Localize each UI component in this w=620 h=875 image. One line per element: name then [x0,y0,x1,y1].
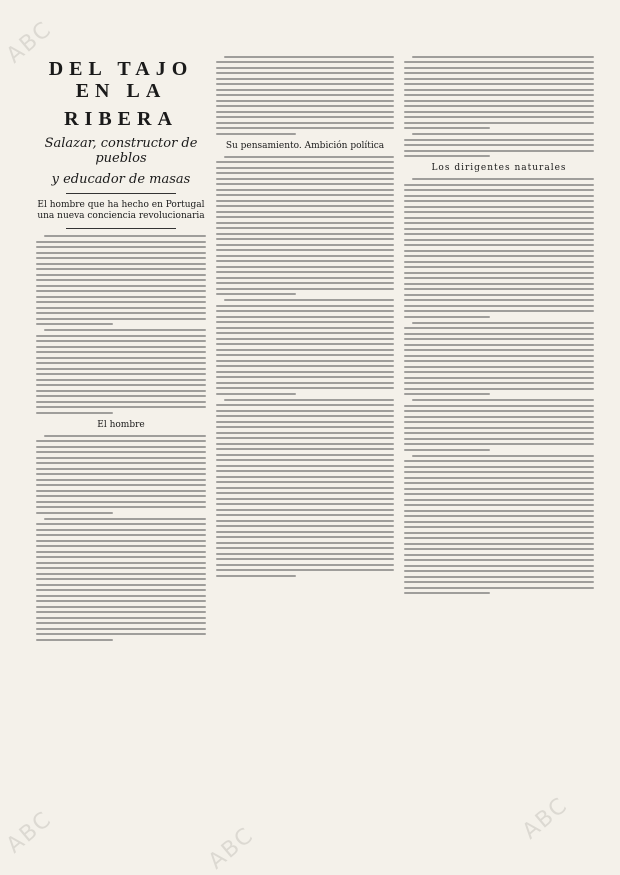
text-line [224,56,394,58]
text-line [412,178,594,180]
text-line [216,547,394,549]
text-line [404,211,594,213]
text-line [36,362,206,364]
text-line [36,595,206,597]
text-line [36,252,206,254]
text-line [404,255,594,257]
text-line [36,446,206,448]
text-line [36,600,206,602]
watermark: ABC [517,792,574,845]
text-line [404,371,594,373]
text-line [216,83,394,85]
text-line [36,611,206,613]
section-heading: El hombre [97,419,145,430]
text-line [404,299,594,301]
text-line [36,368,206,370]
text-line [216,161,394,163]
section-heading: Los dirigentes naturales [431,163,567,173]
text-line [216,277,394,279]
text-line [404,543,594,545]
text-line [216,183,394,185]
text-line [216,316,394,318]
text-line [404,488,594,490]
text-line [404,139,594,141]
text-line [404,67,594,69]
text-line [216,271,394,273]
body-paragraph [216,156,394,296]
text-line [216,382,394,384]
text-line [36,523,206,525]
text-line [216,94,394,96]
text-line [216,448,394,450]
text-line [404,305,594,307]
text-line [36,401,206,403]
text-line [36,484,206,486]
body-paragraph [36,329,206,414]
text-line [36,490,206,492]
text-line [216,172,394,174]
text-line [404,592,490,594]
text-line [36,573,206,575]
text-line [404,421,594,423]
text-line [36,318,206,320]
text-line [216,78,394,80]
text-line [36,567,206,569]
text-line [36,556,206,558]
text-line [404,78,594,80]
text-line [36,468,206,470]
text-line [216,443,394,445]
body-paragraph [216,299,394,395]
text-line [216,89,394,91]
text-line [404,94,594,96]
text-line [404,427,594,429]
text-line [404,189,594,191]
text-line [404,393,490,395]
body-paragraph [216,56,394,135]
text-line [404,587,594,589]
text-line [36,268,206,270]
text-line [216,553,394,555]
watermark: ABC [203,822,260,875]
text-line [404,127,490,129]
text-line [36,534,206,536]
text-line [36,390,206,392]
text-line [36,346,206,348]
article-lead: El hombre que ha hecho en Portugal una nueva conciencia revolucionaria [37,200,205,221]
text-line [216,376,394,378]
column-2 [216,52,394,581]
body-paragraph [36,518,206,641]
text-line [36,296,206,298]
text-line [36,406,206,408]
divider [66,193,176,194]
text-line [404,272,594,274]
article-title-line2: RIBERA [64,108,178,130]
text-line [404,493,594,495]
text-line [404,327,594,329]
text-line [36,412,113,414]
text-line [404,416,594,418]
text-line [216,61,394,63]
watermark: ABC [1,806,58,859]
text-line [216,542,394,544]
text-line [216,459,394,461]
body-paragraph [404,133,594,157]
text-line [36,529,206,531]
text-line [36,290,206,292]
text-line [404,565,594,567]
text-line [216,222,394,224]
text-line [404,228,594,230]
text-line [36,335,206,337]
text-line [216,575,296,577]
text-line [44,329,206,331]
text-line [36,279,206,281]
text-line [216,476,394,478]
text-line [44,435,206,437]
text-line [404,443,594,445]
text-line [36,379,206,381]
text-line [412,399,594,401]
text-line [216,404,394,406]
text-line [216,525,394,527]
body-paragraph [404,455,594,595]
text-line [216,133,296,135]
text-line [216,249,394,251]
text-line [36,584,206,586]
text-line [216,371,394,373]
column-1 [36,52,206,645]
text-line [404,83,594,85]
text-line [36,628,206,630]
text-line [36,451,206,453]
text-line [216,305,394,307]
text-line [216,393,296,395]
text-line [216,492,394,494]
text-line [216,244,394,246]
text-line [44,518,206,520]
text-line [404,471,594,473]
text-line [216,100,394,102]
text-line [404,144,594,146]
text-line [36,301,206,303]
text-line [412,56,594,58]
text-line [36,241,206,243]
text-line [216,211,394,213]
text-line [404,261,594,263]
text-line [404,61,594,63]
text-line [404,382,594,384]
text-line [216,338,394,340]
text-line [36,395,206,397]
divider [66,228,176,229]
text-line [216,238,394,240]
text-line [412,133,594,135]
text-line [216,454,394,456]
text-line [404,333,594,335]
text-line [404,366,594,368]
text-line [36,274,206,276]
text-line [36,462,206,464]
text-line [404,360,594,362]
text-line [404,217,594,219]
text-line [216,288,394,290]
text-line [404,449,490,451]
text-line [36,501,206,503]
text-line [216,310,394,312]
text-line [36,495,206,497]
text-line [404,570,594,572]
text-line [404,559,594,561]
text-line [404,581,594,583]
text-line [216,410,394,412]
text-line [216,481,394,483]
text-line [412,455,594,457]
text-line [36,562,206,564]
text-line [404,150,594,152]
text-line [216,255,394,257]
text-line [216,387,394,389]
text-line [404,89,594,91]
text-line [36,457,206,459]
text-line [36,479,206,481]
text-line [36,506,206,508]
text-line [216,327,394,329]
text-line [216,520,394,522]
text-line [404,526,594,528]
column-3 [404,52,594,598]
text-line [44,235,206,237]
text-line [36,545,206,547]
body-paragraph [404,178,594,318]
text-line [36,384,206,386]
text-line [216,194,394,196]
article-subtitle-line2: y educador de masas [51,172,191,187]
text-line [404,283,594,285]
text-line [216,536,394,538]
text-line [36,357,206,359]
text-line [216,421,394,423]
text-line [404,316,490,318]
text-line [404,310,594,312]
text-line [216,349,394,351]
text-line [404,250,594,252]
text-line [404,72,594,74]
text-line [36,351,206,353]
text-line [216,569,394,571]
text-line [404,410,594,412]
text-line [404,100,594,102]
body-paragraph [404,322,594,396]
text-line [36,512,113,514]
text-line [36,312,206,314]
text-line [404,233,594,235]
text-line [36,589,206,591]
body-paragraph [36,435,206,514]
text-line [404,355,594,357]
text-line [216,167,394,169]
text-line [36,617,206,619]
text-line [216,365,394,367]
text-line [412,322,594,324]
article-subtitle-line1: Salazar, constructor de pueblos [44,136,198,166]
text-line [404,510,594,512]
text-line [404,105,594,107]
text-line [216,72,394,74]
text-line [224,156,394,158]
text-line [216,343,394,345]
text-line [36,307,206,309]
body-paragraph [36,235,206,325]
text-line [36,639,113,641]
text-line [224,299,394,301]
body-paragraph [404,56,594,130]
text-line [404,482,594,484]
text-line [36,633,206,635]
text-line [216,67,394,69]
text-line [216,293,296,295]
text-line [404,532,594,534]
text-line [404,206,594,208]
text-line [216,360,394,362]
text-line [404,294,594,296]
text-line [216,321,394,323]
text-line [216,415,394,417]
text-line [404,222,594,224]
text-line [404,288,594,290]
text-line [404,244,594,246]
text-line [216,122,394,124]
text-line [216,465,394,467]
text-line [404,200,594,202]
text-line [216,282,394,284]
text-line [216,216,394,218]
text-line [404,548,594,550]
text-line [216,514,394,516]
text-line [216,266,394,268]
body-paragraph [404,399,594,451]
text-line [404,338,594,340]
text-line [216,432,394,434]
body-paragraph [216,399,394,577]
text-line [404,377,594,379]
text-line [404,111,594,113]
text-line [36,473,206,475]
watermark: ABC [1,16,58,69]
text-line [216,503,394,505]
text-line [404,438,594,440]
text-line [36,246,206,248]
text-line [216,354,394,356]
text-line [216,509,394,511]
text-line [216,127,394,129]
text-line [224,399,394,401]
text-line [404,554,594,556]
text-line [216,200,394,202]
text-line [216,105,394,107]
text-line [216,564,394,566]
text-line [404,122,594,124]
text-line [216,437,394,439]
text-line [36,285,206,287]
text-line [404,466,594,468]
text-line [404,116,594,118]
text-line [36,540,206,542]
text-line [404,477,594,479]
text-line [216,426,394,428]
text-line [216,178,394,180]
text-line [404,349,594,351]
text-line [216,470,394,472]
text-line [404,521,594,523]
text-line [404,184,594,186]
text-line [36,323,113,325]
text-line [404,195,594,197]
text-line [404,155,490,157]
text-line [216,558,394,560]
text-line [36,578,206,580]
text-line [216,233,394,235]
text-line [36,340,206,342]
text-line [36,606,206,608]
text-line [404,432,594,434]
text-line [404,460,594,462]
text-line [216,111,394,113]
text-line [404,537,594,539]
text-line [216,498,394,500]
text-line [36,622,206,624]
text-line [216,205,394,207]
text-line [404,499,594,501]
text-line [404,266,594,268]
text-line [36,373,206,375]
text-line [36,440,206,442]
text-line [404,515,594,517]
section-heading: Su pensamiento. Ambición política [225,140,385,151]
text-line [216,189,394,191]
text-line [404,504,594,506]
article-title-line1: DEL TAJO EN LA [48,58,194,102]
text-line [36,257,206,259]
text-line [36,551,206,553]
text-line [404,239,594,241]
text-line [216,332,394,334]
text-line [404,405,594,407]
text-line [216,116,394,118]
text-line [36,263,206,265]
text-line [216,227,394,229]
text-line [404,388,594,390]
text-line [216,531,394,533]
text-line [404,576,594,578]
text-line [404,344,594,346]
text-line [216,487,394,489]
text-line [404,277,594,279]
text-line [216,260,394,262]
